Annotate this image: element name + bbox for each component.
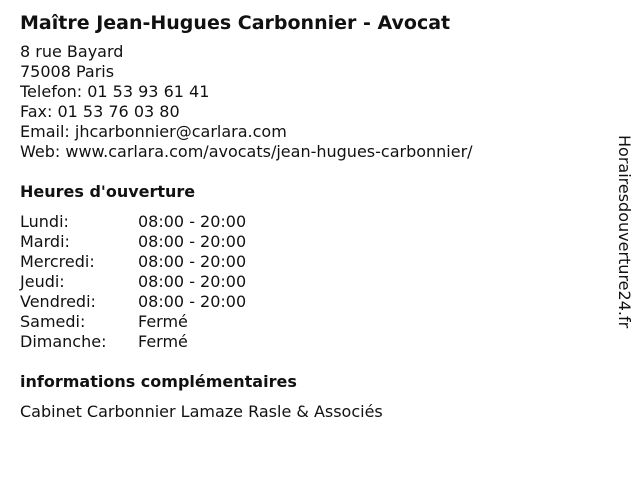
hours-heading: Heures d'ouverture	[20, 182, 196, 201]
day-label: Mardi:	[20, 232, 70, 251]
day-label: Dimanche:	[20, 332, 107, 351]
day-label: Mercredi:	[20, 252, 95, 271]
web-line: Web: www.carlara.com/avocats/jean-hugues-carbonnier/	[20, 142, 473, 161]
address-city: 75008 Paris	[20, 62, 115, 81]
day-label: Lundi:	[20, 212, 69, 231]
hours-row-saturday	[20, 312, 600, 332]
phone-line: Telefon: 01 53 93 61 41	[20, 82, 210, 101]
time-value: Fermé	[138, 332, 188, 351]
time-value: Fermé	[138, 312, 188, 331]
hours-table	[20, 212, 600, 352]
time-value: 08:00 - 20:00	[138, 212, 247, 231]
day-label: Jeudi:	[20, 272, 65, 291]
hours-row-friday	[20, 292, 600, 312]
hours-row-thursday	[20, 272, 600, 292]
business-name: Maître Jean-Hugues Carbonnier - Avocat	[20, 12, 451, 34]
info-heading: informations complémentaires	[20, 372, 297, 391]
info-text: Cabinet Carbonnier Lamaze Rasle & Associés	[20, 402, 383, 421]
site-watermark: Horairesdouverture24.fr	[615, 135, 634, 329]
business-card	[20, 10, 600, 422]
day-label: Samedi:	[20, 312, 86, 331]
time-value: 08:00 - 20:00	[138, 232, 247, 251]
hours-row-monday	[20, 212, 600, 232]
address-block	[20, 42, 600, 162]
address-street: 8 rue Bayard	[20, 42, 124, 61]
hours-row-sunday	[20, 332, 600, 352]
hours-row-wednesday	[20, 252, 600, 272]
day-label: Vendredi:	[20, 292, 96, 311]
time-value: 08:00 - 20:00	[138, 292, 247, 311]
fax-line: Fax: 01 53 76 03 80	[20, 102, 180, 121]
email-line: Email: jhcarbonnier@carlara.com	[20, 122, 287, 141]
time-value: 08:00 - 20:00	[138, 272, 247, 291]
hours-row-tuesday	[20, 232, 600, 252]
time-value: 08:00 - 20:00	[138, 252, 247, 271]
